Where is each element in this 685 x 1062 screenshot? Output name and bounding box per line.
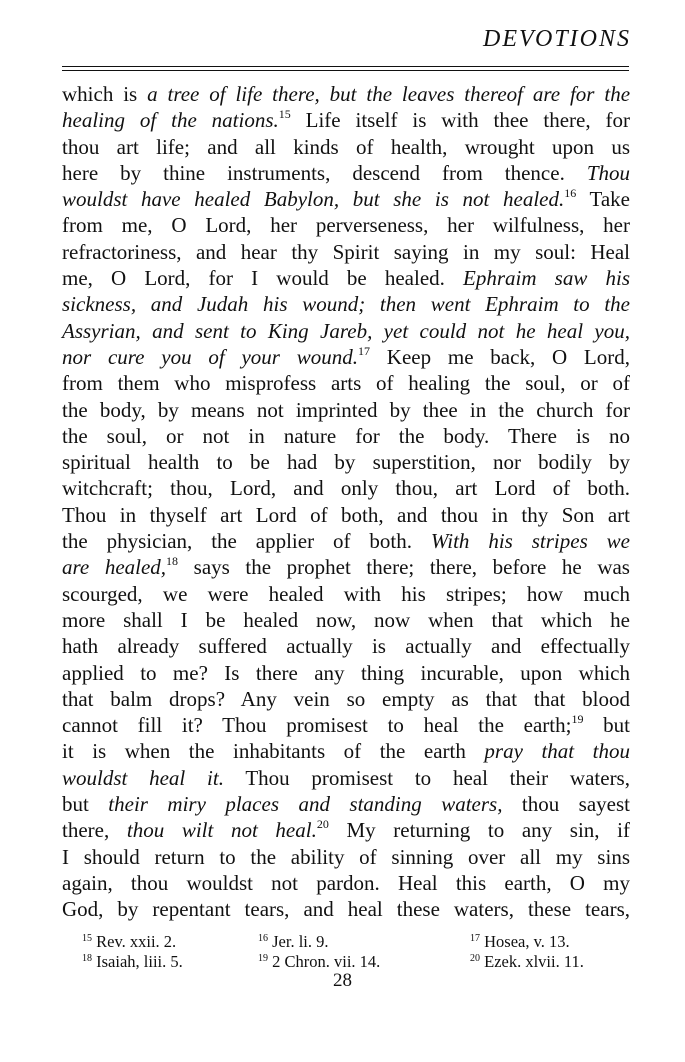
text-line [62,265,630,291]
text-line [62,844,630,870]
text-line [62,370,630,396]
italic-text: sickness, and Judah his wound; then went Ephraim to the [62,292,630,317]
footnote-18: $^{18}$ Isaiah, liii. 5. [82,952,183,971]
text-run: My returning to any sin, if [328,818,631,843]
italic-text: Ephraim saw his [463,266,630,291]
italic-text: a tree of life there, but the leaves thereof are for the [147,82,631,106]
footnote-17: $^{17}$ Hosea, v. 13. [470,932,570,951]
text-run: Take [576,187,631,212]
text-line [62,160,630,186]
italic-text: Assyrian, and sent to King Jareb, yet could not he heal you, [62,318,630,343]
text-line [62,449,630,475]
italic-text: wouldst have healed Babylon, but she is not healed. [62,187,565,212]
footnote-marker: 15 [278,107,291,122]
italic-text: thou wilt not heal. [126,818,317,843]
footnote-marker: 20 [316,817,329,832]
text-run: there, [62,818,127,843]
text-run: Keep me back, O Lord, [370,344,630,369]
footnote-marker: 16 [564,186,577,201]
text-run: me, O Lord, for I would be healed. [62,266,464,291]
text-line [62,554,630,580]
text-line [62,502,630,528]
text-run: scourged, we were healed with his stripes; how much [62,581,630,606]
text-run: that balm drops? Any vein so empty as that that blood [62,686,630,711]
text-run: I should return to the ability of sinning over all my sins [62,844,630,869]
text-run: Thou in thyself art Lord of both, and thou in thy Son art [62,502,630,527]
footnote-19: $^{19}$ 2 Chron. vii. 14. [258,952,381,971]
text-line [62,528,630,554]
text-line [62,475,630,501]
text-line [62,581,630,607]
running-title: DEVOTIONS [483,26,631,52]
italic-text: wouldst heal it. [62,765,224,790]
text-line [62,81,630,107]
text-run: refractoriness, and hear thy Spirit saying in my soul: Heal [62,239,630,264]
text-run: from them who misprofess arts of healing the soul, or of [62,371,630,396]
header-rule-top [62,66,629,67]
text-run: applied to me? Is there any thing incurable, upon which [62,660,630,685]
text-line [62,817,630,843]
text-line [62,712,630,738]
header-rule-bottom [62,70,629,71]
text-line [62,686,630,712]
text-line [62,186,630,212]
italic-text: healing of the nations. [62,108,279,133]
text-line [62,896,630,922]
text-run: spiritual health to be had by superstition, nor bodily by [62,450,630,475]
italic-text: pray that thou [484,739,630,764]
text-line [62,765,630,791]
text-run: again, thou wouldst not pardon. Heal this earth, O my [62,870,630,895]
text-run: which is [62,82,148,106]
text-line [62,291,630,317]
page-number: 28 [333,970,352,991]
text-line [62,607,630,633]
italic-text: are healed, [62,555,167,580]
text-line [62,212,630,238]
footnote-16: $^{16}$ Jer. li. 9. [258,932,329,951]
text-line [62,423,630,449]
text-line [62,870,630,896]
footnote-row [82,932,627,952]
text-line [62,107,630,133]
text-line [62,134,630,160]
text-run: it is when the inhabitants of the earth [62,739,485,764]
text-line [62,397,630,423]
italic-text: Thou [586,160,630,185]
text-run: hath already suffered actually is actually and effectually [62,634,630,659]
text-run: the physician, the applier of both. [62,529,431,554]
footnotes [82,932,627,972]
footnote-20: $^{20}$ Ezek. xlvii. 11. [470,952,584,971]
footnote-marker: 18 [166,554,179,569]
italic-text: nor cure you of your wound. [62,344,359,369]
text-run: here by thine instruments, descend from thence. [62,160,587,185]
text-run: Life itself is with thee there, for [290,108,630,133]
italic-text: their miry places and standing waters, [108,792,503,817]
text-line [62,633,630,659]
text-line [62,738,630,764]
text-run: the body, by means not imprinted by thee in the church for [62,397,630,422]
text-run: Thou promisest to heal their waters, [223,765,630,790]
footnote-marker: 19 [571,712,584,727]
text-line [62,239,630,265]
text-run: cannot fill it? Thou promisest to heal the earth; [62,713,572,738]
text-run: but [583,713,631,738]
text-run: thou sayest [502,792,631,817]
footnote-row [82,952,627,972]
text-run: more shall I be healed now, now when that which he [62,607,630,632]
footnote-marker: 17 [358,343,371,358]
text-run: but [62,792,109,817]
text-line [62,660,630,686]
text-run: God, by repentant tears, and heal these waters, these tears, [62,897,630,922]
body-text [62,81,630,923]
footnote-15: $^{15}$ Rev. xxii. 2. [82,932,177,951]
text-line [62,791,630,817]
text-line [62,318,630,344]
text-run: witchcraft; thou, Lord, and only thou, art Lord of both. [62,476,630,501]
text-run: thou art life; and all kinds of health, wrought upon us [62,134,630,159]
text-run: the soul, or not in nature for the body. There is no [62,423,630,448]
italic-text: With his stripes we [430,529,630,554]
text-run: says the prophet there; there, before he was [178,555,630,580]
text-run: from me, O Lord, her perverseness, her wilfulness, her [62,213,630,238]
text-line [62,344,630,370]
